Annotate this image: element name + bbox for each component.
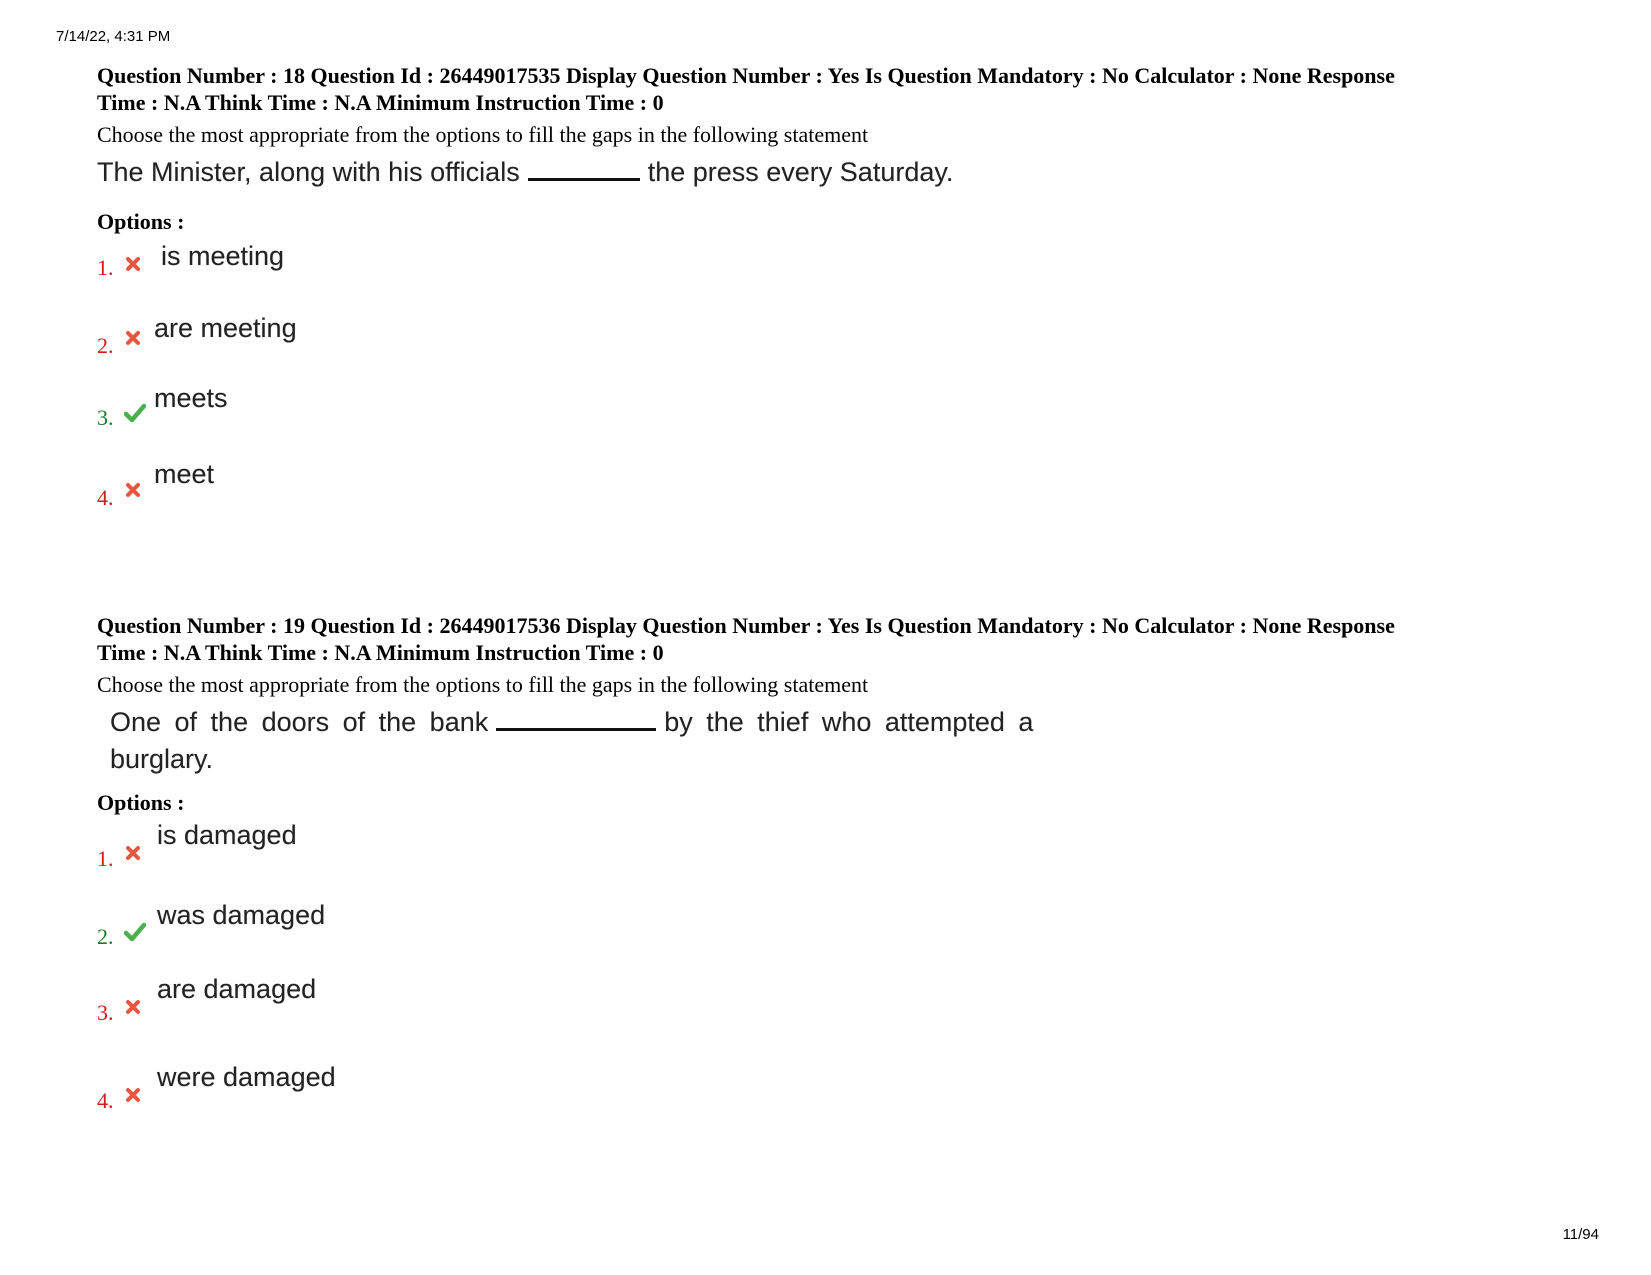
cross-icon xyxy=(124,1086,142,1104)
check-icon xyxy=(124,922,146,942)
question-header-line1: Question Number : 19 Question Id : 26449017536 Display Question Number : Yes Is Question Mandatory : No Calculator : None Response xyxy=(97,613,1395,638)
question-19 xyxy=(97,612,1547,1136)
cross-icon xyxy=(124,998,142,1016)
option-number: 2. xyxy=(97,333,114,358)
question-instruction: Choose the most appropriate from the options to fill the gaps in the following statement xyxy=(97,122,869,147)
option-number: 1. xyxy=(97,846,114,871)
cross-icon xyxy=(124,481,142,499)
option-number: 4. xyxy=(97,485,114,510)
option-text: meet xyxy=(154,459,215,489)
option-number: 3. xyxy=(97,405,114,430)
page-number: 11/94 xyxy=(1562,1226,1599,1243)
print-datetime: 7/14/22, 4:31 PM xyxy=(56,28,171,45)
option-number: 3. xyxy=(97,1000,114,1025)
option-text: is damaged xyxy=(157,820,297,850)
option-text: are meeting xyxy=(154,313,297,343)
options-list xyxy=(97,816,1547,1136)
options-label: Options : xyxy=(97,790,185,815)
question-header xyxy=(97,62,1547,116)
option-number: 2. xyxy=(97,924,114,949)
option-text: meets xyxy=(154,383,228,413)
cross-icon xyxy=(124,329,142,347)
statement-after-blank: the press every Saturday. xyxy=(647,157,954,187)
option-text: is meeting xyxy=(161,241,285,271)
option-text: are damaged xyxy=(157,974,317,1004)
check-icon xyxy=(124,403,146,423)
cross-icon xyxy=(124,255,142,273)
option-text: was damaged xyxy=(157,900,326,930)
options-list xyxy=(97,235,1547,535)
option-number: 1. xyxy=(97,255,114,280)
question-header-line2: Time : N.A Think Time : N.A Minimum Instruction Time : 0 xyxy=(97,90,664,115)
question-18 xyxy=(97,62,1547,535)
statement-before-blank: One of the doors of the bank xyxy=(110,707,489,737)
statement-line2: burglary. xyxy=(110,744,214,774)
question-instruction: Choose the most appropriate from the options to fill the gaps in the following statement xyxy=(97,672,869,697)
option-number: 4. xyxy=(97,1088,114,1113)
question-header xyxy=(97,612,1547,666)
question-header-line1: Question Number : 18 Question Id : 26449017535 Display Question Number : Yes Is Question Mandatory : No Calculator : None Response xyxy=(97,63,1395,88)
question-header-line2: Time : N.A Think Time : N.A Minimum Instruction Time : 0 xyxy=(97,640,664,665)
statement-blank xyxy=(528,177,640,181)
option-text: were damaged xyxy=(157,1062,336,1092)
cross-icon xyxy=(124,844,142,862)
statement-after-blank: by the thief who attempted a xyxy=(664,707,1034,737)
statement-before-blank: The Minister, along with his officials xyxy=(97,157,520,187)
statement-blank xyxy=(496,727,656,731)
options-label: Options : xyxy=(97,209,185,234)
question-statement xyxy=(97,154,1547,191)
question-statement xyxy=(97,704,1547,778)
